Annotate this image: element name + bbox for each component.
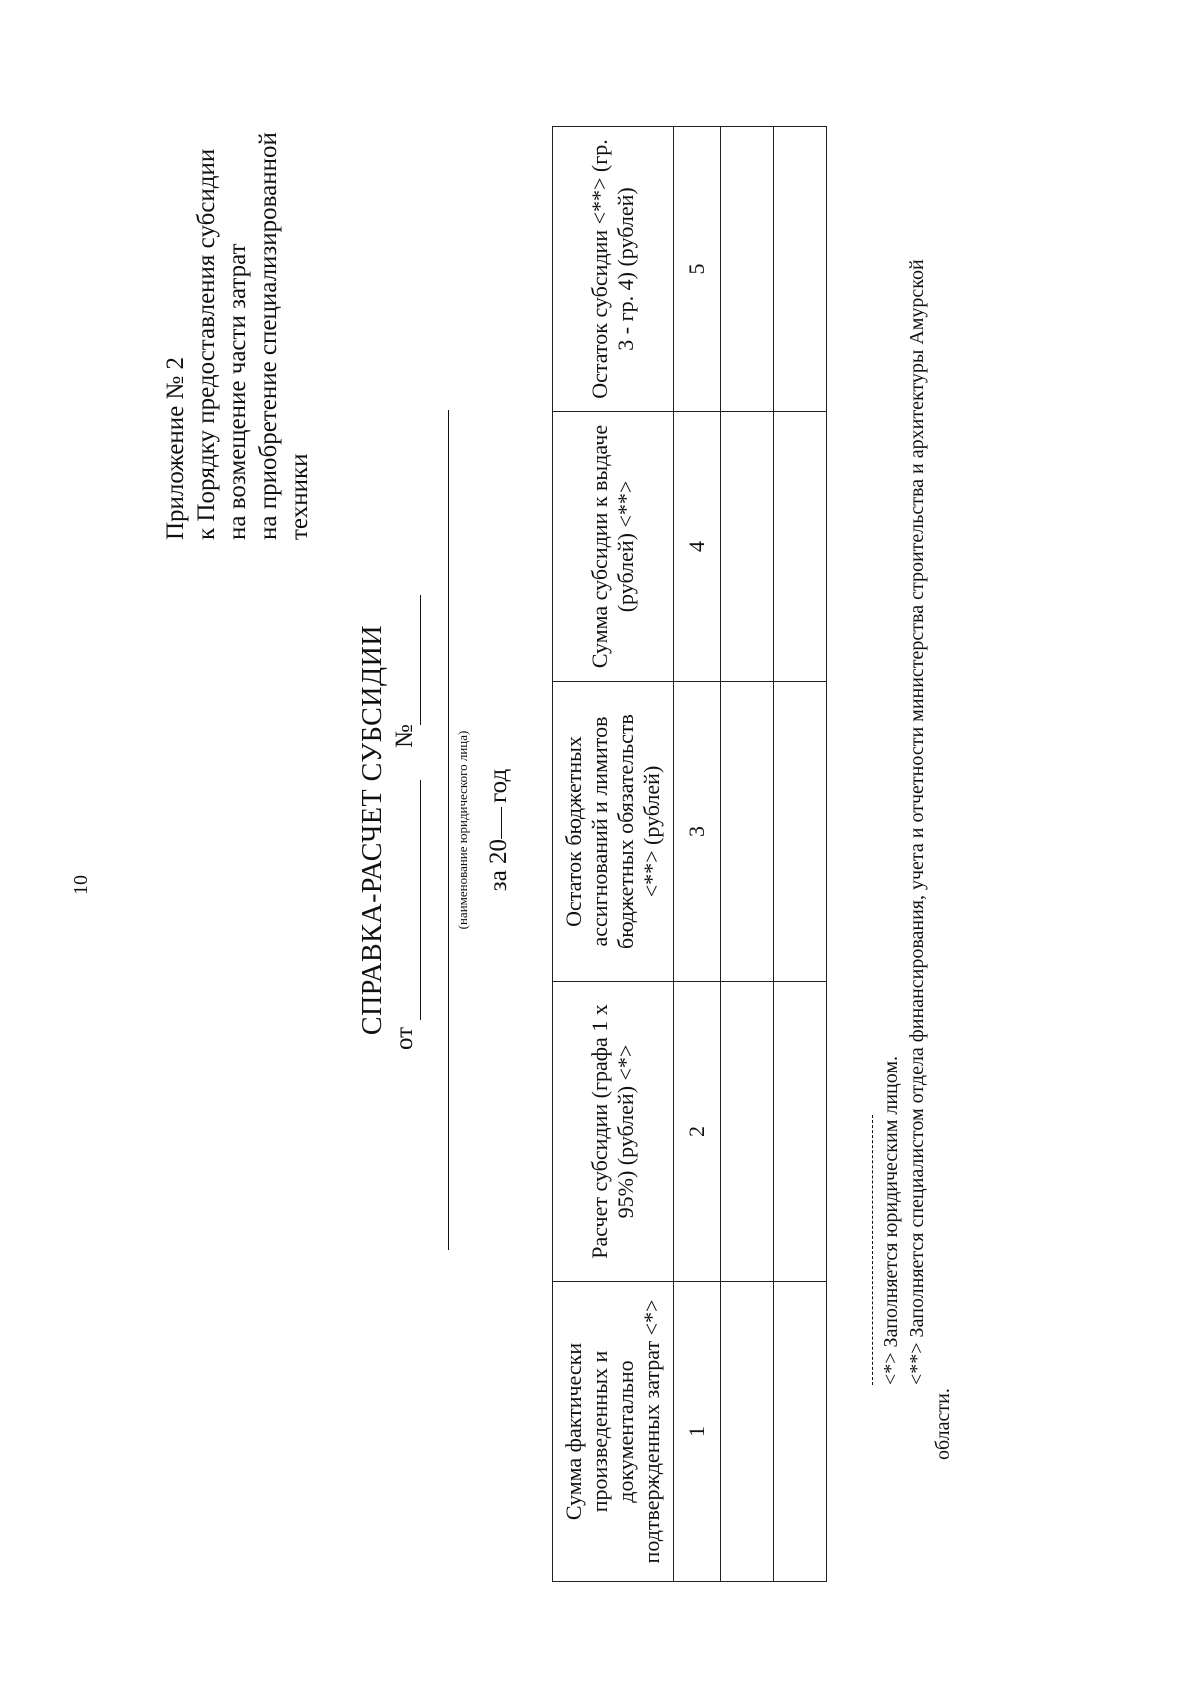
table-row bbox=[721, 127, 774, 1582]
header-cell: Сумма фактически произведенных и документально подтвержденных затрат <*> bbox=[553, 1282, 674, 1582]
from-label: от bbox=[391, 1026, 418, 1050]
appendix-header bbox=[160, 20, 315, 540]
column-number-cell: 4 bbox=[674, 412, 721, 682]
appendix-line: техники bbox=[286, 453, 313, 540]
table-cell[interactable] bbox=[721, 1282, 774, 1582]
subsidy-table bbox=[552, 126, 827, 1582]
year-line bbox=[485, 410, 513, 1250]
header-cell: Остаток бюджетных ассигнований и лимитов бюджетных обязательств <**> (рублей) bbox=[553, 682, 674, 982]
column-number-row bbox=[674, 127, 721, 1582]
appendix-line: Приложение № 2 bbox=[162, 356, 189, 540]
table-cell[interactable] bbox=[774, 1282, 827, 1582]
date-blank bbox=[420, 780, 421, 1020]
year-blank bbox=[501, 807, 502, 839]
appendix-line: на возмещение части затрат bbox=[224, 243, 251, 540]
number-label: № bbox=[391, 724, 418, 748]
title-block bbox=[335, 410, 512, 1250]
header-cell: Остаток субсидии <**> (гр. 3 - гр. 4) (рублей) bbox=[553, 127, 674, 412]
column-number-cell: 3 bbox=[674, 682, 721, 982]
table-cell[interactable] bbox=[774, 982, 827, 1282]
number-blank bbox=[420, 595, 421, 725]
footnote-2: <**> Заполняется специалистом отдела финансирования, учета и отчетности министерства строительства и архитектуры Амурской bbox=[906, 259, 928, 1385]
footnote-separator bbox=[872, 1115, 873, 1385]
page-number: 10 bbox=[70, 875, 92, 895]
year-prefix: за 20 bbox=[485, 838, 512, 892]
organization-name-caption: (наименование юридического лица) bbox=[455, 730, 470, 930]
column-number-cell: 5 bbox=[674, 127, 721, 412]
table-cell[interactable] bbox=[721, 127, 774, 412]
header-cell: Сумма субсидии к выдаче (рублей) <**> bbox=[553, 412, 674, 682]
table-cell[interactable] bbox=[721, 682, 774, 982]
organization-name-blank bbox=[448, 410, 449, 1250]
table-cell[interactable] bbox=[774, 682, 827, 982]
column-number-cell: 1 bbox=[674, 1282, 721, 1582]
table-cell[interactable] bbox=[774, 412, 827, 682]
table-row bbox=[774, 127, 827, 1582]
header-cell: Расчет субсидии (графа 1 х 95%) (рублей) <*> bbox=[553, 982, 674, 1282]
year-suffix: год bbox=[485, 768, 512, 803]
footnote-2-continued: области. bbox=[932, 1388, 954, 1460]
appendix-line: к Порядку предоставления субсидии bbox=[193, 148, 220, 540]
table-header-row bbox=[553, 127, 674, 1582]
document-title: СПРАВКА-РАСЧЕТ СУБСИДИИ bbox=[357, 624, 388, 1036]
footnote-1: <*> Заполняется юридическим лицом. bbox=[880, 1055, 902, 1385]
column-number-cell: 2 bbox=[674, 982, 721, 1282]
table-cell[interactable] bbox=[721, 412, 774, 682]
date-number-line bbox=[389, 590, 429, 1070]
table-cell[interactable] bbox=[774, 127, 827, 412]
appendix-line: на приобретение специализированной bbox=[255, 132, 282, 540]
table-cell[interactable] bbox=[721, 982, 774, 1282]
